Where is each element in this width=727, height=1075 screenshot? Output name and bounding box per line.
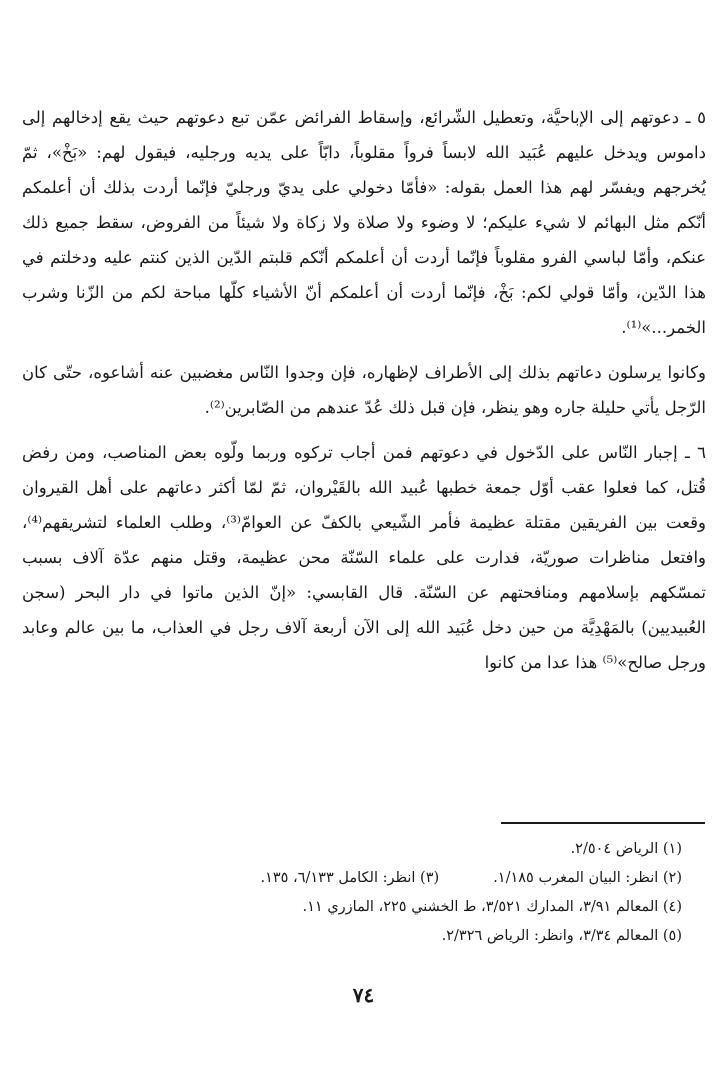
paragraph-6: ٦ ـ إجبار النّاس على الدّخول في دعوتهم فمن أجاب تركوه وربما ولّوه بعض المناصب، ومن رفض قُتل، كما فعلوا عقب أوّل جمعة خطبها عُبيد الله بالقَيْروان، ثمّ لمّا أكثر دعاتهم على أهل القيروان وقعت بين الفريقين مقتلة عظيمة فأمر الشّيعي بالكفّ عن العوامّ⁽³⁾، وطلب العلماء لتشريقهم⁽⁴⁾، وافتعل مناظرات صوريّة، فدارت على علماء السّنّة محن عظيمة، وقتل منهم عدّة آلاف بسبب تمسّكهم بإسلامهم ومنافحتهم عن السّنّة. قال القابسي: «إنّ الذين ماتوا في دار البحر (سجن العُبيديين) بالمَهْدِيَّة من حين دخل عُبَيد الله إلى الآن أربعة آلاف رجل في العذاب، ما بين عالم وعابد ورجل صالح»⁽⁵⁾ هذا عدا من كانوا [22, 443, 706, 672]
footnote-2: (٢) انظر: البيان المغرب ١/١٨٥. [493, 870, 682, 886]
footnote-3: (٣) انظر: الكامل ٦/١٣٣، ١٣٥. [260, 870, 440, 886]
footnote-5: (٥) المعالم ٣/٣٤، وانظر: الرياض ٢/٣٢٦. [441, 928, 682, 944]
paragraph-5: ٥ ـ دعوتهم إلى الإباحيَّة، وتعطيل الشّرائع، وإسقاط الفرائض عمّن تبع دعوتهم حيث يقع إدخالهم إلى داموس ويدخل عليهم عُبَيد الله لابساً فرواً مقلوباً، دابّاً على يديه ورجليه، فيقول لهم: «بَخْ»، ثمّ يُخرجهم ويفسّر لهم هذا العمل بقوله: «فأمّا دخولي على يديّ ورجليّ فإنّما أردت بذلك أن أعلمكم أنّكم مثل البهائم لا شيء عليكم؛ لا وضوء ولا صلاة ولا زكاة ولا شيئاً من الفروض، سقط جميع ذلك عنكم، وأمّا لباسي الفرو مقلوباً فإنّما أردت أن أعلمكم أنّكم قلبتم الدّين الذين كنتم عليه ودخلتم في هذا الدّين، وأمّا قولي لكم: بَخْ، فإنّما أردت أن أعلمكم أنّ الأشياء كلّها مباحة لكم من الزّنا وشرب الخمر...»⁽¹⁾. [22, 108, 706, 337]
footnote-row-2-3 [22, 864, 682, 893]
page-number: ٧٤ [352, 983, 375, 1007]
footnote-divider [501, 822, 705, 824]
footnotes [22, 835, 682, 951]
footnote-4: (٤) المعالم ٣/٩١، المدارك ٣/٥٢١، ط الخشني ٢٢٥، المازري ١١. [302, 899, 682, 915]
main-text [22, 100, 706, 680]
footnote-1: (١) الرياض ٢/٥٠٤. [570, 841, 682, 857]
paragraph-continuation: وكانوا يرسلون دعاتهم بذلك إلى الأطراف لإظهاره، فإن وجدوا النّاس مغضبين عنه أشاعوه، حتّى كان الرّجل يأتي حليلة جاره وهو ينظر، فإن قبل ذلك عُدّ عندهم من الصّابرين⁽²⁾. [22, 363, 706, 417]
